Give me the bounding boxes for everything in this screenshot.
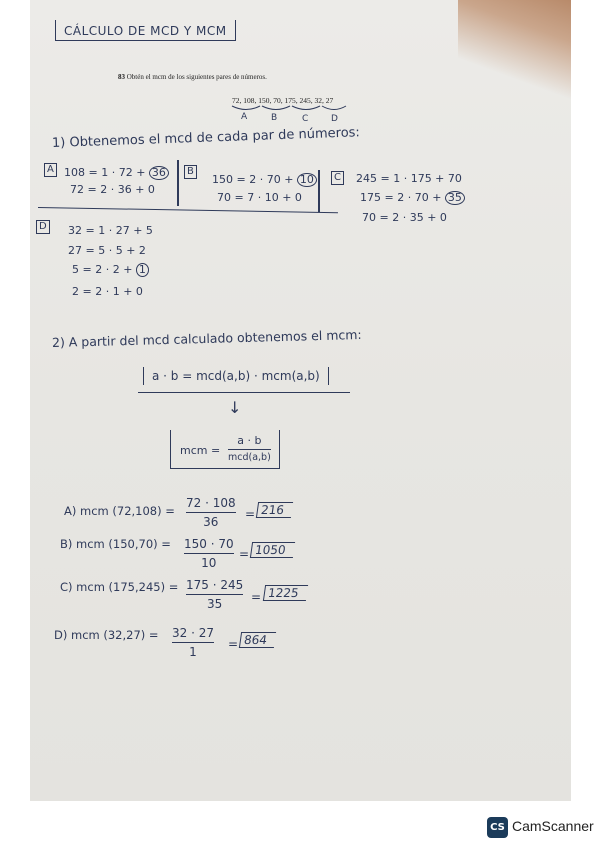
page-edge-shadow — [458, 0, 571, 125]
result-c-value-box: 1225 — [263, 585, 308, 601]
result-c-label: C) mcm (175,245) = — [60, 580, 179, 594]
case-d-label: D — [36, 220, 50, 234]
page-title: CÁLCULO DE MCD Y MCM — [64, 24, 227, 38]
case-d-line4: 2 = 2 · 1 + 0 — [72, 285, 143, 298]
formula-underline — [138, 392, 350, 393]
case-b-line2: 70 = 7 · 10 + 0 — [217, 191, 302, 204]
formula-identity — [143, 367, 329, 385]
case-c-label: C — [331, 171, 344, 185]
result-a-denominator: 36 — [203, 515, 219, 530]
case-d-line3-text: 5 = 2 · 2 + — [72, 263, 136, 276]
result-b-numerator: 150 · 70 — [184, 537, 234, 551]
pair-label-c: C — [302, 114, 309, 124]
formula-mcm-fraction — [228, 434, 271, 463]
case-c-line2 — [360, 191, 465, 205]
result-b-value — [251, 542, 294, 558]
case-c-line2-text: 175 = 2 · 70 + — [360, 191, 445, 204]
pair-label-d: D — [331, 114, 338, 124]
down-arrow-icon: ↓ — [228, 398, 242, 417]
result-b-label: B) mcm (150,70) = — [60, 537, 171, 551]
result-b-fraction — [184, 537, 234, 570]
result-d-numerator: 32 · 27 — [172, 626, 214, 640]
result-a-numerator: 72 · 108 — [186, 496, 236, 510]
result-a-value-box: 216 — [256, 502, 293, 518]
pair-label-b: B — [271, 113, 278, 123]
case-a-line1-text: 108 = 1 · 72 + — [64, 166, 149, 179]
case-d-gcd-circle: 1 — [136, 263, 149, 277]
number-braces — [230, 104, 350, 114]
exercise-statement — [118, 73, 267, 81]
case-c-line3: 70 = 2 · 35 + 0 — [362, 211, 447, 224]
result-c-denominator: 35 — [206, 597, 223, 612]
formula-mcm-denominator: mcd(a,b) — [228, 452, 271, 464]
result-c-fraction — [186, 578, 243, 611]
result-a-label: A) mcm (72,108) = — [64, 504, 175, 518]
case-d-line2: 27 = 5 · 5 + 2 — [68, 244, 146, 257]
divider-bc — [318, 170, 320, 212]
case-b-line1-text: 150 = 2 · 70 + — [212, 173, 297, 186]
fraction-bar — [172, 642, 214, 643]
result-c-value — [264, 585, 307, 601]
result-d-fraction — [172, 626, 214, 659]
fraction-bar — [186, 594, 243, 595]
result-c-equals: = — [251, 590, 262, 604]
case-d-line3 — [72, 263, 149, 277]
result-d-denominator: 1 — [189, 645, 197, 660]
fraction-bar — [184, 553, 234, 554]
result-d-equals: = — [228, 637, 239, 651]
formula-mcm-numerator: a · b — [237, 434, 262, 447]
camscanner-logo-icon: CS — [487, 817, 508, 838]
result-b-equals: = — [239, 547, 250, 561]
case-a-line1 — [64, 166, 169, 180]
fraction-bar — [186, 512, 236, 513]
pair-label-a: A — [241, 112, 248, 122]
step2-heading: 2) A partir del mcd calculado obtenemos el mcm: — [51, 326, 362, 350]
result-a-fraction — [186, 496, 236, 529]
result-b-denominator: 10 — [201, 556, 217, 571]
case-c-line1: 245 = 1 · 175 + 70 — [356, 172, 462, 185]
result-c-numerator: 175 · 245 — [186, 578, 244, 592]
exercise-numbers: 72, 108, 150, 70, 175, 245, 32, 27 — [232, 96, 334, 105]
case-b-line1 — [212, 173, 317, 187]
result-b-value-box: 1050 — [250, 542, 295, 558]
case-a-gcd-circle: 36 — [149, 166, 169, 180]
result-a-value — [257, 502, 292, 518]
result-d-value-box: 864 — [239, 632, 276, 648]
case-a-line2: 72 = 2 · 36 + 0 — [70, 183, 155, 196]
result-d-value — [240, 632, 275, 648]
fraction-bar — [228, 449, 271, 450]
formula-identity-text: a · b = mcd(a,b) · mcm(a,b) — [152, 369, 320, 383]
title-box — [55, 20, 236, 41]
result-d-label: D) mcm (32,27) = — [54, 628, 159, 642]
result-a-equals: = — [245, 507, 256, 521]
formula-mcm-lhs: mcm = — [180, 444, 221, 457]
exercise-prompt: Obtén el mcm de los siguientes pares de números. — [126, 73, 267, 81]
exercise-number: 83 — [118, 73, 125, 81]
case-b-gcd-circle: 10 — [297, 173, 317, 187]
case-b-label: B — [184, 165, 197, 179]
case-d-line1: 32 = 1 · 27 + 5 — [68, 224, 153, 237]
divider-ab — [177, 160, 179, 206]
camscanner-brand: CamScanner — [512, 818, 594, 834]
case-a-label: A — [44, 163, 57, 177]
step1-heading: 1) Obtenemos el mcd de cada par de números: — [51, 125, 361, 151]
case-c-gcd-circle: 35 — [445, 191, 465, 205]
